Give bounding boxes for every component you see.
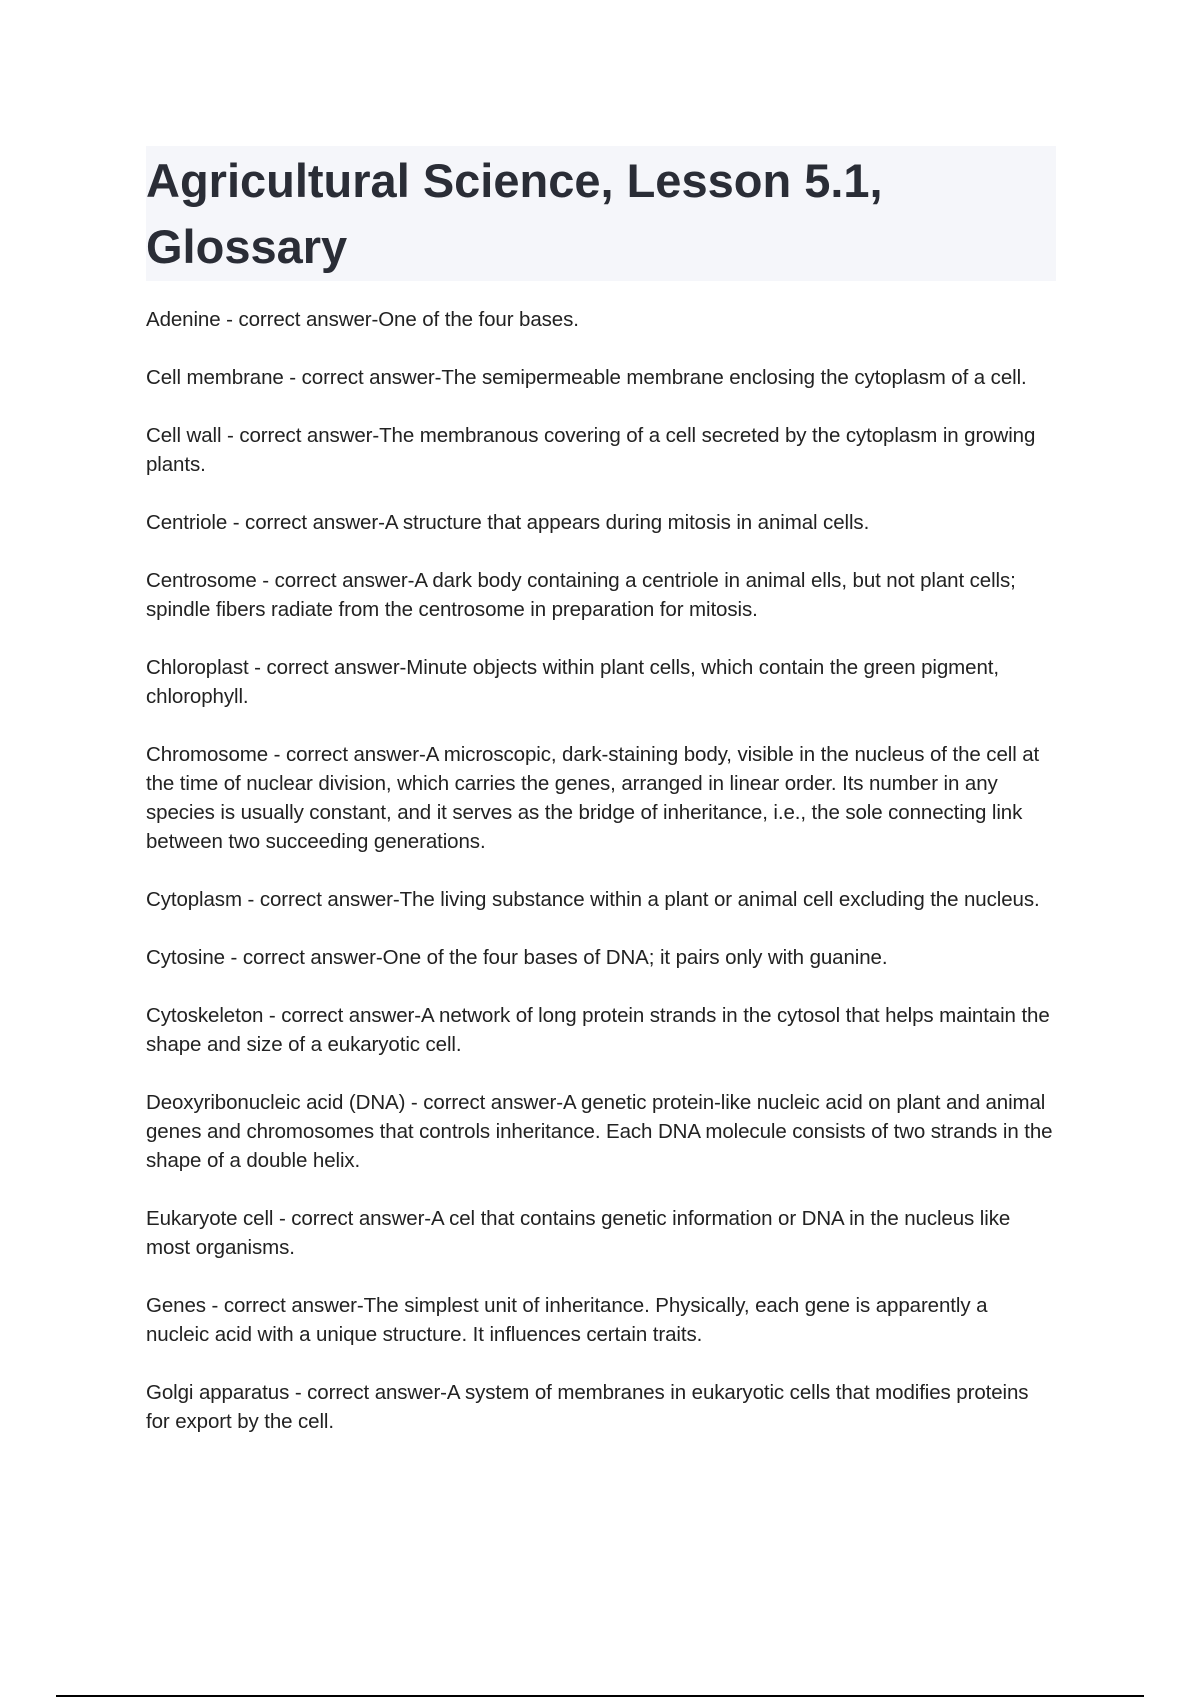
glossary-entry-cell-wall: Cell wall - correct answer-The membranous covering of a cell secreted by the cytoplasm in growing plants. [146, 424, 1036, 476]
glossary-entry-adenine: Adenine - correct answer-One of the four bases. [146, 308, 579, 331]
title-banner [146, 146, 1056, 281]
glossary-entry-genes: Genes - correct answer-The simplest unit of inheritance. Physically, each gene is apparently a nucleic acid with a unique structure. It influences certain traits. [146, 1294, 988, 1346]
glossary-entry-golgi-apparatus: Golgi apparatus - correct answer-A system of membranes in eukaryotic cells that modifies proteins for export by the cell. [146, 1381, 1029, 1433]
page-title: Agricultural Science, Lesson 5.1, Glossary [146, 154, 883, 273]
page-bottom-divider [56, 1695, 1144, 1697]
glossary-entry-chloroplast: Chloroplast - correct answer-Minute objects within plant cells, which contain the green pigment, chlorophyll. [146, 656, 999, 708]
glossary-entry-centrosome: Centrosome - correct answer-A dark body containing a centriole in animal ells, but not plant cells; spindle fibers radiate from the centrosome in preparation for mitosis. [146, 569, 1016, 621]
glossary-entry-cytoplasm: Cytoplasm - correct answer-The living substance within a plant or animal cell excluding the nucleus. [146, 888, 1040, 911]
glossary-entry-centriole: Centriole - correct answer-A structure that appears during mitosis in animal cells. [146, 511, 870, 534]
glossary-entry-cell-membrane: Cell membrane - correct answer-The semipermeable membrane enclosing the cytoplasm of a cell. [146, 366, 1027, 389]
glossary-entry-cytoskeleton: Cytoskeleton - correct answer-A network of long protein strands in the cytosol that helps maintain the shape and size of a eukaryotic cell. [146, 1004, 1050, 1056]
glossary-entry-dna: Deoxyribonucleic acid (DNA) - correct answer-A genetic protein-like nucleic acid on plant and animal genes and chromosomes that controls inheritance. Each DNA molecule consists of two strands in the shape of a double helix. [146, 1091, 1053, 1172]
glossary-entry-eukaryote-cell: Eukaryote cell - correct answer-A cel that contains genetic information or DNA in the nucleus like most organisms. [146, 1207, 1011, 1259]
glossary-entry-cytosine: Cytosine - correct answer-One of the four bases of DNA; it pairs only with guanine. [146, 946, 888, 969]
glossary-list [146, 305, 1056, 1465]
glossary-entry-chromosome: Chromosome - correct answer-A microscopic, dark-staining body, visible in the nucleus of the cell at the time of nuclear division, which carries the genes, arranged in linear order. Its number in any species is usually constant, and it serves as the bridge of inheritance, i.e., the sole connecting link between two succeeding generations. [146, 743, 1040, 853]
